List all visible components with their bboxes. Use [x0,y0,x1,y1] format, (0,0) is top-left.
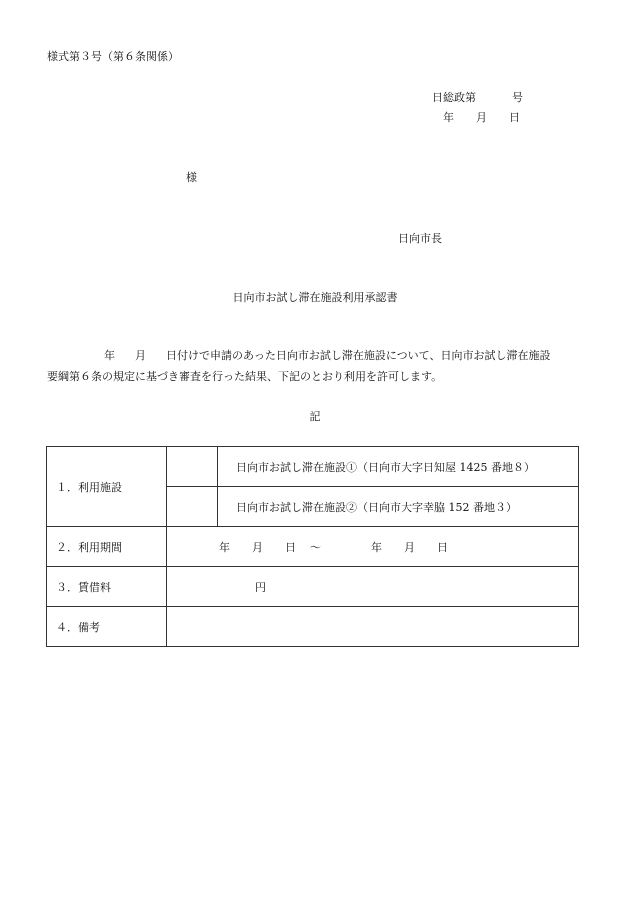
notes-value[interactable] [167,607,579,647]
form-number: 様式第３号（第６条関係） [47,50,179,63]
ki-heading: 記 [309,410,321,423]
document-number-prefix: 日総政第 [432,91,476,104]
period-label: ２．利用期間 [47,527,167,567]
body-line-1 [104,350,550,361]
date-year: 年 [443,111,454,124]
document-title: 日向市お試し滞在施設利用承認書 [232,291,398,304]
rent-unit: 円 [255,580,266,594]
issuer: 日向市長 [398,232,442,245]
facility-2: 日向市お試し滞在施設②（日向市大字幸脇 152 番地３） [218,487,579,527]
facility-2-check-cell[interactable] [167,487,218,527]
date-day: 日 [509,111,520,124]
period-end-day: 日 [437,540,448,554]
document-number-suffix: 号 [512,91,523,104]
date-month: 月 [476,111,487,124]
period-start-month: 月 [252,540,263,554]
table-row [47,567,579,607]
terms-table [46,446,579,647]
facility-1: 日向市お試し滞在施設①（日向市大字日知屋 1425 番地８） [218,447,579,487]
facility-1-check-cell[interactable] [167,447,218,487]
facility-label: １．利用施設 [47,447,167,527]
period-end-month: 月 [404,540,415,554]
recipient-honorific: 様 [186,171,197,184]
notes-label: ４．備考 [47,607,167,647]
document-number [432,92,523,103]
table-row [47,607,579,647]
period-end-year: 年 [371,540,382,554]
period-value[interactable] [167,527,579,567]
body-month: 月 [135,349,146,362]
period-tilde: ～ [310,540,321,554]
period-start-year: 年 [219,540,230,554]
rent-label: ３．賃借料 [47,567,167,607]
document-date [443,112,520,123]
body-year: 年 [104,349,115,362]
body-line-2: 要綱第６条の規定に基づき審査を行った結果、下記のとおり利用を許可します。 [47,370,443,383]
table-row [47,527,579,567]
table-row [47,447,579,487]
rent-value[interactable] [167,567,579,607]
body-line-1-text: 日付けで申請のあった日向市お試し滞在施設について、日向市お試し滞在施設 [166,349,551,362]
period-start-day: 日 [285,540,296,554]
